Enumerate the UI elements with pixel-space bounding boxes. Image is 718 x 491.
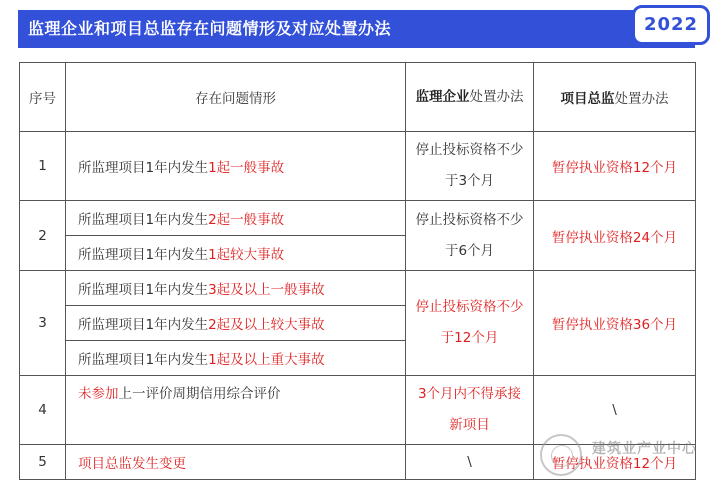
title-banner (18, 10, 695, 48)
company-disposal: 3个月内不得承接新项目 (406, 376, 534, 445)
company-disposal: 停止投标资格不少于3个月 (406, 132, 534, 201)
issue-cell (66, 306, 406, 341)
issue-prefix: 所监理项目1年内发生 (78, 317, 209, 333)
header-issue: 存在问题情形 (66, 63, 406, 132)
issue-highlight: 1起一般事故 (208, 160, 285, 176)
row-number: 1 (20, 132, 66, 201)
issue-highlight: 3起及以上一般事故 (208, 282, 325, 298)
company-disposal: 停止投标资格不少于6个月 (406, 201, 534, 271)
company-disposal: \ (406, 445, 534, 480)
row-number: 5 (20, 445, 66, 480)
issue-highlight: 1起较大事故 (208, 247, 285, 263)
issue-cell (66, 376, 406, 445)
issue-cell (66, 201, 406, 236)
header-director-rest: 处置办法 (614, 91, 669, 107)
issue-highlight: 项目总监发生变更 (78, 456, 186, 472)
disposal-table (19, 62, 696, 480)
issue-cell (66, 132, 406, 201)
watermark-text: 建筑业产业中心 (592, 441, 697, 457)
company-disposal: 停止投标资格不少于12个月 (406, 271, 534, 376)
issue-highlight: 2起一般事故 (208, 212, 285, 228)
row-number: 2 (20, 201, 66, 271)
issue-rest: 上一评价周期信用综合评价 (118, 386, 281, 402)
page-title: 监理企业和项目总监存在问题情形及对应处置办法 (28, 19, 392, 38)
table-row (20, 132, 696, 201)
year-badge: 2022 (632, 5, 710, 45)
header-director-bold: 项目总监 (560, 91, 615, 107)
issue-highlight: 未参加 (78, 386, 119, 402)
issue-cell (66, 341, 406, 376)
issue-prefix: 所监理项目1年内发生 (78, 247, 209, 263)
director-disposal: 暂停执业资格12个月 (534, 132, 696, 201)
table-row (20, 445, 696, 480)
header-director-disposal (534, 63, 696, 132)
director-disposal: 暂停执业资格24个月 (534, 201, 696, 271)
issue-prefix: 所监理项目1年内发生 (78, 282, 209, 298)
director-disposal: 暂停执业资格36个月 (534, 271, 696, 376)
header-company-rest: 处置办法 (469, 88, 524, 105)
header-company-disposal (406, 63, 534, 132)
row-number: 3 (20, 271, 66, 376)
issue-cell (66, 271, 406, 306)
table-row (20, 376, 696, 445)
issue-prefix: 所监理项目1年内发生 (78, 352, 209, 368)
header-row (20, 63, 696, 132)
header-company-bold: 监理企业 (415, 88, 470, 105)
director-disposal: \ (534, 376, 696, 445)
issue-cell (66, 236, 406, 271)
header-seq: 序号 (20, 63, 66, 132)
issue-highlight: 2起及以上较大事故 (208, 317, 325, 333)
issue-cell (66, 445, 406, 480)
issue-prefix: 所监理项目1年内发生 (78, 160, 209, 176)
row-number: 4 (20, 376, 66, 445)
issue-prefix: 所监理项目1年内发生 (78, 212, 209, 228)
table-row (20, 271, 696, 306)
issue-highlight: 1起及以上重大事故 (208, 352, 325, 368)
director-disposal: 暂停执业资格12个月 (534, 445, 696, 480)
table-row (20, 201, 696, 236)
